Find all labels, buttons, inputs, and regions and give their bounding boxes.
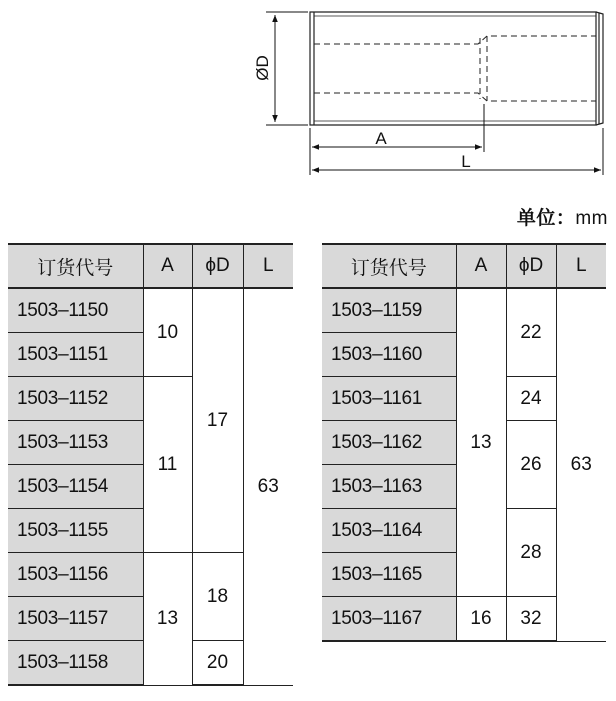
order-code-cell: 1503–1152 <box>8 377 143 421</box>
order-code-cell: 1503–1156 <box>8 553 143 597</box>
dim-l-label: L <box>461 152 471 171</box>
spec-table-right <box>322 243 606 642</box>
diameter-value-cell: 22 <box>506 288 556 377</box>
diameter-value-cell: 26 <box>506 421 556 509</box>
unit-label <box>517 203 608 230</box>
dim-a-label: A <box>375 129 387 148</box>
order-code-cell: 1503–1154 <box>8 465 143 509</box>
diameter-value-cell: 24 <box>506 377 556 421</box>
order-code-cell: 1503–1155 <box>8 509 143 553</box>
order-code-cell: 1503–1164 <box>322 509 456 553</box>
order-code-cell: 1503–1165 <box>322 553 456 597</box>
table-row <box>8 288 293 333</box>
order-code-cell: 1503–1160 <box>322 333 456 377</box>
order-code-cell: 1503–1167 <box>322 597 456 642</box>
diameter-value-cell: 17 <box>192 288 243 553</box>
diameter-value-cell: 18 <box>192 553 243 641</box>
table-row <box>322 288 606 333</box>
order-code-cell: 1503–1153 <box>8 421 143 465</box>
order-code-cell: 1503–1159 <box>322 288 456 333</box>
dim-diameter-label: ØD <box>253 55 272 81</box>
order-code-cell: 1503–1158 <box>8 641 143 686</box>
header-order-code: 订货代号 <box>8 244 143 288</box>
order-code-cell: 1503–1150 <box>8 288 143 333</box>
unit-value: mm <box>575 208 608 229</box>
unit-prefix: 单位： <box>516 208 576 229</box>
order-code-cell: 1503–1161 <box>322 377 456 421</box>
header-row <box>322 244 606 288</box>
diameter-value-cell: 20 <box>192 641 243 686</box>
l-value-cell: 63 <box>243 288 293 685</box>
sleeve-outline <box>310 12 603 125</box>
order-code-cell: 1503–1151 <box>8 333 143 377</box>
order-code-cell: 1503–1162 <box>322 421 456 465</box>
header-diameter: ϕD <box>506 244 556 288</box>
header-diameter: ϕD <box>192 244 243 288</box>
header-order-code: 订货代号 <box>322 244 456 288</box>
header-a: A <box>456 244 506 288</box>
a-value-cell: 13 <box>456 288 506 597</box>
order-code-cell: 1503–1157 <box>8 597 143 641</box>
order-code-cell: 1503–1163 <box>322 465 456 509</box>
a-value-cell: 10 <box>143 288 192 377</box>
header-l: L <box>243 244 293 288</box>
header-a: A <box>143 244 192 288</box>
hidden-bore-lines <box>314 36 596 101</box>
spec-table-left <box>8 243 293 686</box>
header-row <box>8 244 293 288</box>
technical-drawing <box>0 0 616 190</box>
a-value-cell: 13 <box>143 553 192 686</box>
header-l: L <box>556 244 606 288</box>
l-value-cell: 63 <box>556 288 606 641</box>
a-value-cell: 16 <box>456 597 506 642</box>
a-value-cell: 11 <box>143 377 192 553</box>
diameter-value-cell: 32 <box>506 597 556 642</box>
diameter-value-cell: 28 <box>506 509 556 597</box>
